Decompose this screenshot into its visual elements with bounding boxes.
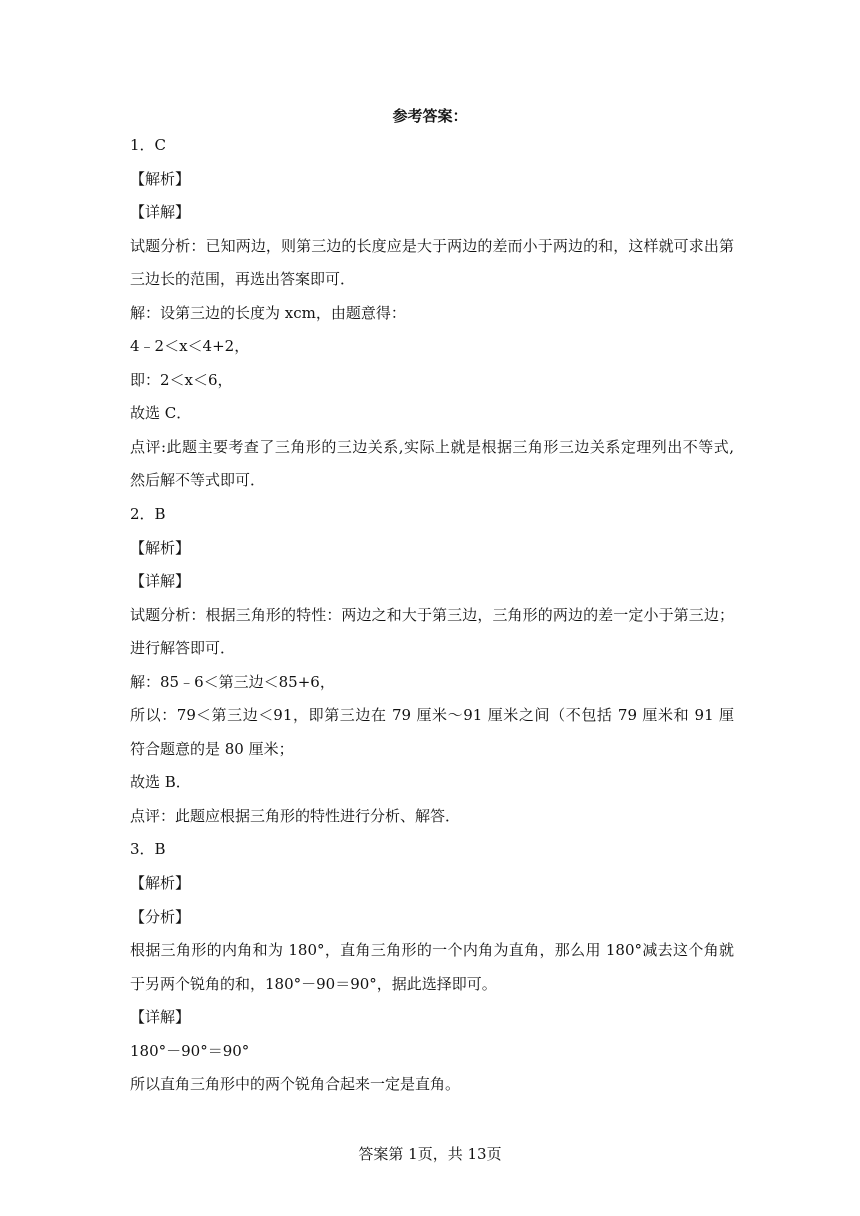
- text-line: 试题分析：根据三角形的特性：两边之和大于第三边，三角形的两边的差一定小于第三边；: [130, 605, 734, 624]
- answer-3-heading: 3．B: [130, 840, 166, 859]
- text-line: 根据三角形的内角和为 180°，直角三角形的一个内角为直角，那么用 180°减去这个角就: [130, 941, 734, 960]
- text-line: 三边长的范围，再选出答案即可．: [130, 270, 356, 289]
- analysis-label: 【解析】: [130, 538, 191, 557]
- analysis-label: 【解析】: [130, 169, 191, 188]
- text-line: 于另两个锐角的和，180°－90＝90°，据此选择即可。: [130, 974, 497, 993]
- formula-line: 180°－90°＝90°: [130, 1041, 250, 1060]
- formula-line: 即：2＜x＜6，: [130, 370, 233, 389]
- page-footer: 答案第 1页，共 13页: [358, 1145, 502, 1163]
- answer-body: [130, 129, 734, 1102]
- text-line: 进行解答即可．: [130, 639, 236, 658]
- detail-label: 【详解】: [130, 572, 191, 591]
- text-line: 试题分析：已知两边，则第三边的长度应是大于两边的差而小于两边的和，这样就可求出第: [130, 236, 734, 255]
- comment-line: 点评：此题应根据三角形的特性进行分析、解答．: [130, 806, 461, 825]
- page-title: 参考答案：: [392, 107, 468, 125]
- answer-2-heading: 2．B: [130, 505, 166, 524]
- text-line: 故选 C．: [130, 404, 192, 423]
- text-line: 解：设第三边的长度为 xcm，由题意得：: [130, 303, 406, 322]
- analysis-label: 【解析】: [130, 874, 191, 893]
- formula-line: 解：85﹣6＜第三边＜85+6，: [130, 672, 335, 691]
- comment-line: 点评:此题主要考查了三角形的三边关系,实际上就是根据三角形三边关系定理列出不等式,: [130, 437, 734, 456]
- text-line: 故选 B．: [130, 773, 191, 792]
- comment-line: 然后解不等式即可．: [130, 471, 266, 490]
- text-line: 所以直角三角形中的两个锐角合起来一定是直角。: [130, 1075, 461, 1094]
- text-line: 符合题意的是 80 厘米；: [130, 739, 294, 758]
- detail-label: 【详解】: [130, 1008, 191, 1027]
- detail-label: 【详解】: [130, 203, 191, 222]
- formula-line: 4﹣2＜x＜4+2，: [130, 337, 250, 356]
- reasoning-label: 【分析】: [130, 907, 191, 926]
- answer-1-heading: 1．C: [130, 136, 167, 154]
- text-line: 所以：79＜第三边＜91，即第三边在 79 厘米～91 厘米之间（不包括 79 厘米和 91 厘: [130, 706, 734, 725]
